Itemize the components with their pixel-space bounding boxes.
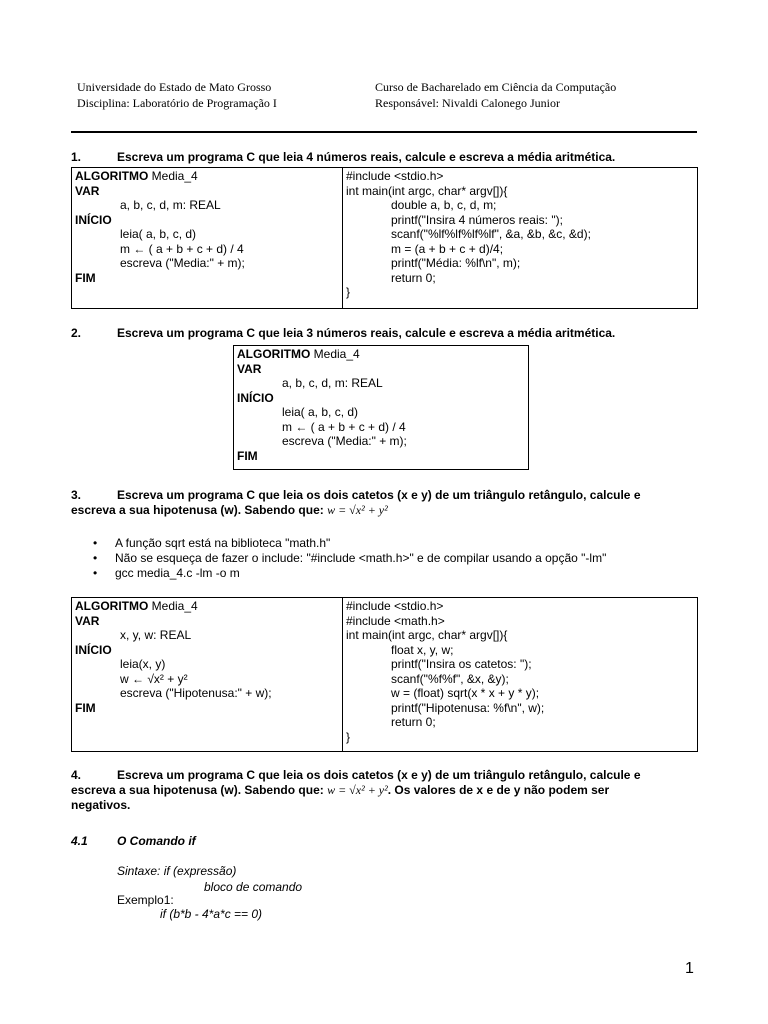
list-item: • gcc media_4.c -lm -o m [93, 566, 240, 580]
q2-text: Escreva um programa C que leia 3 números reais, calcule e escreva a média aritmética. [117, 326, 616, 340]
algo-inicio: INÍCIO [75, 642, 112, 657]
code-line: #include <math.h> [346, 613, 445, 628]
q4-formula: w = √x² + y² [327, 783, 388, 797]
q3-code-cell [343, 598, 697, 751]
code-line: printf("Hipotenusa: %f\n", w); [391, 700, 545, 715]
code-line: int main(int argc, char* argv[]){ [346, 628, 508, 642]
q1-number: 1. [71, 150, 82, 164]
algo-fim: FIM [75, 700, 96, 715]
list-item: • Não se esqueça de fazer o include: "#include <math.h>" e de compilar usando a opção "-lm" [93, 551, 607, 565]
q4-text-line2-tail: . Os valores de x e de y não podem ser [387, 783, 610, 797]
algo-decl: a, b, c, d, m: REAL [120, 198, 221, 212]
code-line: } [346, 729, 351, 744]
header-divider [71, 131, 697, 133]
code-line: scanf("%f%f", &x, &y); [391, 671, 509, 686]
algo-read: leia( a, b, c, d) [120, 227, 197, 241]
algo-keyword: ALGORITMO [75, 169, 149, 183]
q2-algorithm-box [233, 345, 529, 470]
q4-text-line2 [71, 783, 609, 798]
algo-var: VAR [75, 613, 100, 628]
algo-var: VAR [237, 361, 262, 376]
q3-table [71, 597, 698, 752]
code-line: } [346, 285, 351, 299]
code-line: printf("Média: %lf\n", m); [391, 256, 521, 270]
code-line: float x, y, w; [391, 642, 454, 657]
q1-table [71, 167, 698, 309]
q3-formula: w = √x² + y² [327, 503, 388, 517]
header-discipline: Disciplina: Laboratório de Programação I [77, 96, 277, 110]
algo-assign: m ← ( a + b + c + d) / 4 [120, 241, 244, 256]
list-item: • A função sqrt está na biblioteca "math.h" [93, 536, 331, 550]
algo-assign: w ← √x² + y² [120, 671, 188, 686]
q4-text-line2-body: escreva a sua hipotenusa (w). Sabendo que: [71, 783, 324, 797]
code-line: return 0; [391, 270, 436, 285]
algo-inicio: INÍCIO [75, 212, 112, 227]
example-label: Exemplo1: [117, 893, 174, 907]
syntax-line: Sintaxe: if (expressão) [117, 864, 237, 878]
example-code: if (b*b - 4*a*c == 0) [160, 907, 263, 921]
q3-text-line1: Escreva um programa C que leia os dois catetos (x e y) de um triângulo retângulo, calcule e [117, 488, 641, 502]
algo-write: escreva ("Hipotenusa:" + w); [120, 686, 272, 700]
code-line: w = (float) sqrt(x * x + y * y); [391, 686, 540, 700]
q4-number: 4. [71, 768, 82, 782]
q1-code-cell [343, 168, 697, 308]
code-line: double a, b, c, d, m; [391, 198, 497, 212]
q2-algorithm-cell [234, 346, 528, 469]
q2-number: 2. [71, 326, 82, 340]
algo-fim: FIM [75, 270, 96, 285]
page-number: 1 [685, 960, 694, 977]
code-line: #include <stdio.h> [346, 169, 444, 183]
code-line: int main(int argc, char* argv[]){ [346, 183, 508, 198]
code-line: printf("Insira os catetos: "); [391, 657, 532, 671]
algo-var: VAR [75, 183, 100, 198]
bullet-text: A função sqrt está na biblioteca "math.h" [115, 536, 331, 550]
code-line: m = (a + b + c + d)/4; [391, 241, 504, 256]
algo-inicio: INÍCIO [237, 390, 274, 405]
algo-name: Media_4 [148, 169, 198, 183]
q3-number: 3. [71, 488, 82, 502]
header-institution: Universidade do Estado de Mato Grosso [77, 80, 272, 94]
algo-read: leia(x, y) [120, 657, 166, 671]
code-line: return 0; [391, 715, 436, 729]
algo-name: Media_4 [148, 599, 198, 613]
q1-algorithm-cell [72, 168, 343, 308]
q3-algorithm-cell [72, 598, 343, 751]
code-line: printf("Insira 4 números reais: "); [391, 212, 563, 227]
code-line: #include <stdio.h> [346, 599, 444, 613]
algo-keyword: ALGORITMO [237, 347, 311, 361]
algo-decl: a, b, c, d, m: REAL [282, 376, 383, 390]
q3-text-line2 [71, 503, 388, 518]
q3-text-line2-body: escreva a sua hipotenusa (w). Sabendo que: [71, 503, 324, 517]
bullet-text: gcc media_4.c -lm -o m [115, 566, 240, 580]
algo-assign: m ← ( a + b + c + d) / 4 [282, 419, 406, 434]
algo-keyword: ALGORITMO [75, 599, 149, 613]
q3-bullet-list [71, 536, 691, 581]
algo-read: leia( a, b, c, d) [282, 405, 359, 419]
q1-text: Escreva um programa C que leia 4 números reais, calcule e escreva a média aritmética. [117, 150, 616, 164]
algo-name: Media_4 [310, 347, 360, 361]
algo-write: escreva ("Media:" + m); [282, 434, 407, 448]
q4-text-line1: Escreva um programa C que leia os dois catetos (x e y) de um triângulo retângulo, calcule e [117, 768, 641, 782]
algo-decl: x, y, w: REAL [120, 628, 192, 642]
bullet-text: Não se esqueça de fazer o include: "#include <math.h>" e de compilar usando a opção "-lm" [115, 551, 607, 565]
header-course: Curso de Bacharelado em Ciência da Computação [375, 80, 617, 94]
algo-fim: FIM [237, 448, 258, 463]
header-responsible: Responsável: Nivaldi Calonego Junior [375, 96, 560, 110]
code-line: scanf("%lf%lf%lf%lf", &a, &b, &c, &d); [391, 227, 591, 241]
syntax-block: bloco de comando [204, 880, 303, 894]
section-number: 4.1 [71, 834, 88, 848]
algo-write: escreva ("Media:" + m); [120, 256, 245, 270]
section-title: O Comando if [117, 834, 196, 848]
q4-text-line3: negativos. [71, 798, 131, 812]
